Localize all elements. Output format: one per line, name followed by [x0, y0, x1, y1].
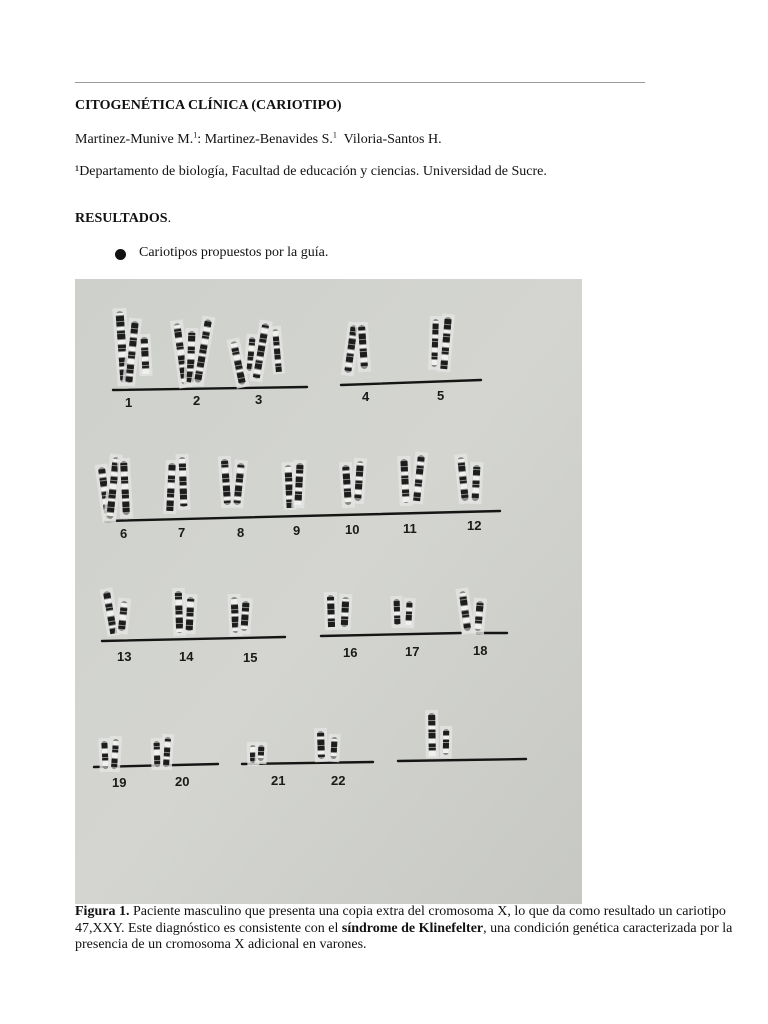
chromosome-label-1: 1	[125, 395, 133, 410]
chromosome-chromatid	[182, 594, 197, 635]
chromosome-label-19: 19	[112, 775, 127, 790]
chromosome-label-9: 9	[293, 523, 301, 538]
author-1: Martinez-Munive M.	[75, 132, 194, 147]
chromosome-label-11: 11	[403, 521, 417, 536]
chromosome-label-5: 5	[437, 388, 445, 403]
chromosome-chromatid	[390, 596, 403, 628]
chromosome-label-21: 21	[271, 773, 286, 788]
bullet-list-item	[115, 245, 328, 261]
chromosome-chromatid	[160, 734, 174, 771]
authors-line	[75, 132, 442, 148]
section-heading-punct: .	[167, 211, 172, 226]
author-separator: :	[197, 132, 205, 147]
chromosome-label-2: 2	[193, 393, 201, 408]
author-3: Viloria-Santos H.	[343, 132, 442, 147]
author-2: Martinez-Benavides S.	[204, 132, 333, 147]
chromosome-label-12: 12	[467, 518, 482, 533]
chromosome-chromatid	[402, 598, 416, 629]
chromosome-chromatid	[338, 594, 353, 631]
chromosome-chromatid	[440, 726, 453, 758]
karyotype-figure	[75, 279, 582, 904]
chromosome-label-10: 10	[345, 522, 360, 537]
chromosome-chromatid	[137, 334, 152, 377]
chromosome-label-7: 7	[178, 525, 186, 540]
author-2-affiliation-mark: 1	[332, 130, 337, 140]
section-heading	[75, 211, 171, 227]
caption-bold-term: síndrome de Klinefelter	[341, 920, 484, 936]
chromosome-chromatid	[237, 598, 252, 635]
chromosome-label-4: 4	[362, 389, 370, 404]
chromosome-label-8: 8	[237, 525, 245, 540]
document-title: CITOGENÉTICA CLÍNICA (CARIOTIPO)	[75, 98, 342, 113]
chromosome-label-3: 3	[255, 392, 263, 407]
caption-text-2: , una condición genética caracterizada por la presencia de un cromosoma X adicional en varones.	[75, 920, 733, 952]
chromosome-chromatid	[291, 460, 306, 509]
chromosome-chromatid	[108, 736, 122, 773]
chromosome-label-18: 18	[473, 643, 488, 658]
chromosome-label-16: 16	[343, 645, 358, 660]
caption-label: Figura 1.	[75, 904, 130, 919]
bullet-item-text: Cariotipos propuestos por la guía.	[139, 245, 329, 260]
chromosome-chromatid	[327, 734, 340, 763]
affiliation: ¹Departamento de biología, Facultad de educación y ciencias. Universidad de Sucre.	[75, 164, 547, 179]
chromosome-chromatid	[254, 742, 267, 765]
author-1-affiliation-mark: 1	[193, 130, 198, 140]
bullet-icon	[115, 249, 126, 260]
chromosome-chromatid	[314, 728, 328, 762]
chromosome-label-6: 6	[120, 526, 128, 541]
chromosome-label-15: 15	[243, 650, 258, 665]
chromosome-chromatid	[425, 710, 439, 758]
chromosome-label-20: 20	[175, 774, 190, 789]
chromosome-chromatid	[324, 592, 338, 630]
chromosome-chromatid	[468, 462, 483, 505]
chromosome-chromatid	[176, 454, 191, 510]
chromosome-label-22: 22	[331, 773, 346, 788]
chromosome-label-17: 17	[405, 644, 420, 659]
caption-text-1: Paciente masculino que presenta una copia extra del cromosoma X, lo que da como resultado un cariotipo 47,XXY. Este diagnóstico es consistente con el	[75, 904, 726, 936]
top-rule	[75, 82, 645, 83]
chromosome-label-14: 14	[179, 649, 194, 664]
chromosome-label-13: 13	[117, 649, 132, 664]
karyotype-photo	[75, 279, 582, 904]
section-heading-text: RESULTADOS	[75, 211, 168, 226]
figure-caption	[75, 904, 740, 954]
